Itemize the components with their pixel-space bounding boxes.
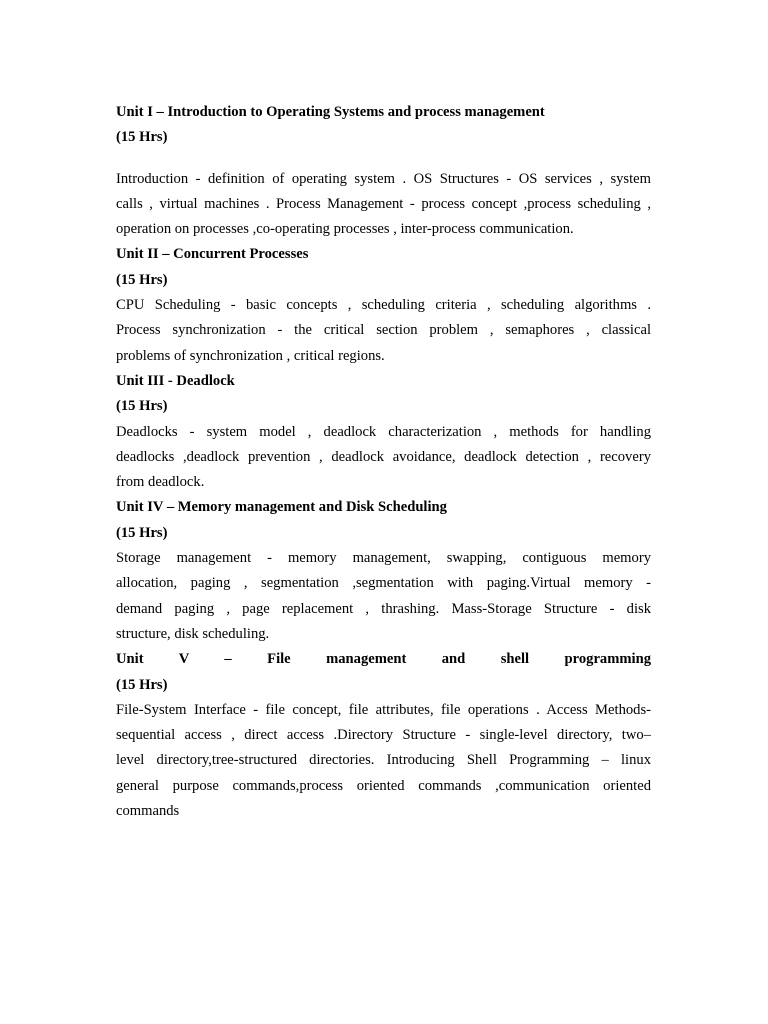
- unit-2-body-line: CPU Scheduling - basic concepts , scheduling criteria , scheduling algorithms .: [116, 297, 651, 314]
- syllabus-document: [116, 100, 651, 824]
- unit-2-body-line: problems of synchronization , critical regions.: [116, 347, 385, 364]
- unit-2-heading: Unit II – Concurrent Processes: [116, 246, 309, 263]
- spacer: [116, 151, 651, 167]
- unit-4-hours: (15 Hrs): [116, 524, 168, 541]
- unit-4-body-line: Storage management - memory management, swapping, contiguous memory: [116, 550, 651, 567]
- unit-2-hours: (15 Hrs): [116, 271, 168, 288]
- unit-3-hours: (15 Hrs): [116, 398, 168, 415]
- unit-4-body-line: structure, disk scheduling.: [116, 625, 270, 642]
- unit-5-body-line: commands: [116, 803, 180, 820]
- unit-5-hours: (15 Hrs): [116, 676, 168, 693]
- unit-5-body-line: sequential access , direct access .Directory Structure - single-level directory, two–: [116, 727, 651, 744]
- unit-5-body-line: general purpose commands,process oriented commands ,communication oriented: [116, 777, 651, 794]
- unit-2-body-line: Process synchronization - the critical section problem , semaphores , classical: [116, 322, 651, 339]
- unit-3-body-line: Deadlocks - system model , deadlock characterization , methods for handling: [116, 423, 651, 440]
- unit-1-heading: Unit I – Introduction to Operating Systems and process management: [116, 104, 545, 120]
- unit-5-heading: Unit V – File management and shell programming: [116, 651, 651, 668]
- unit-4-body-line: demand paging , page replacement , thrashing. Mass-Storage Structure - disk: [116, 600, 651, 617]
- unit-4-body-line: allocation, paging , segmentation ,segmentation with paging.Virtual memory -: [116, 575, 651, 592]
- unit-1-body-line: operation on processes ,co-operating processes , inter-process communication.: [116, 221, 574, 238]
- unit-3-body-line: from deadlock.: [116, 474, 205, 491]
- unit-3-body-line: deadlocks ,deadlock prevention , deadlock avoidance, deadlock detection , recovery: [116, 448, 651, 465]
- unit-5-body-line: File-System Interface - file concept, file attributes, file operations . Access Methods-: [116, 701, 651, 718]
- unit-1-body-line: calls , virtual machines . Process Management - process concept ,process scheduling ,: [116, 195, 651, 212]
- unit-1-hours: (15 Hrs): [116, 129, 168, 146]
- unit-3-heading: Unit III - Deadlock: [116, 372, 235, 389]
- unit-1-body-line: Introduction - definition of operating system . OS Structures - OS services , system: [116, 170, 651, 187]
- unit-4-heading: Unit IV – Memory management and Disk Scheduling: [116, 499, 447, 516]
- unit-5-body-line: level directory,tree-structured directories. Introducing Shell Programming – linux: [116, 752, 651, 769]
